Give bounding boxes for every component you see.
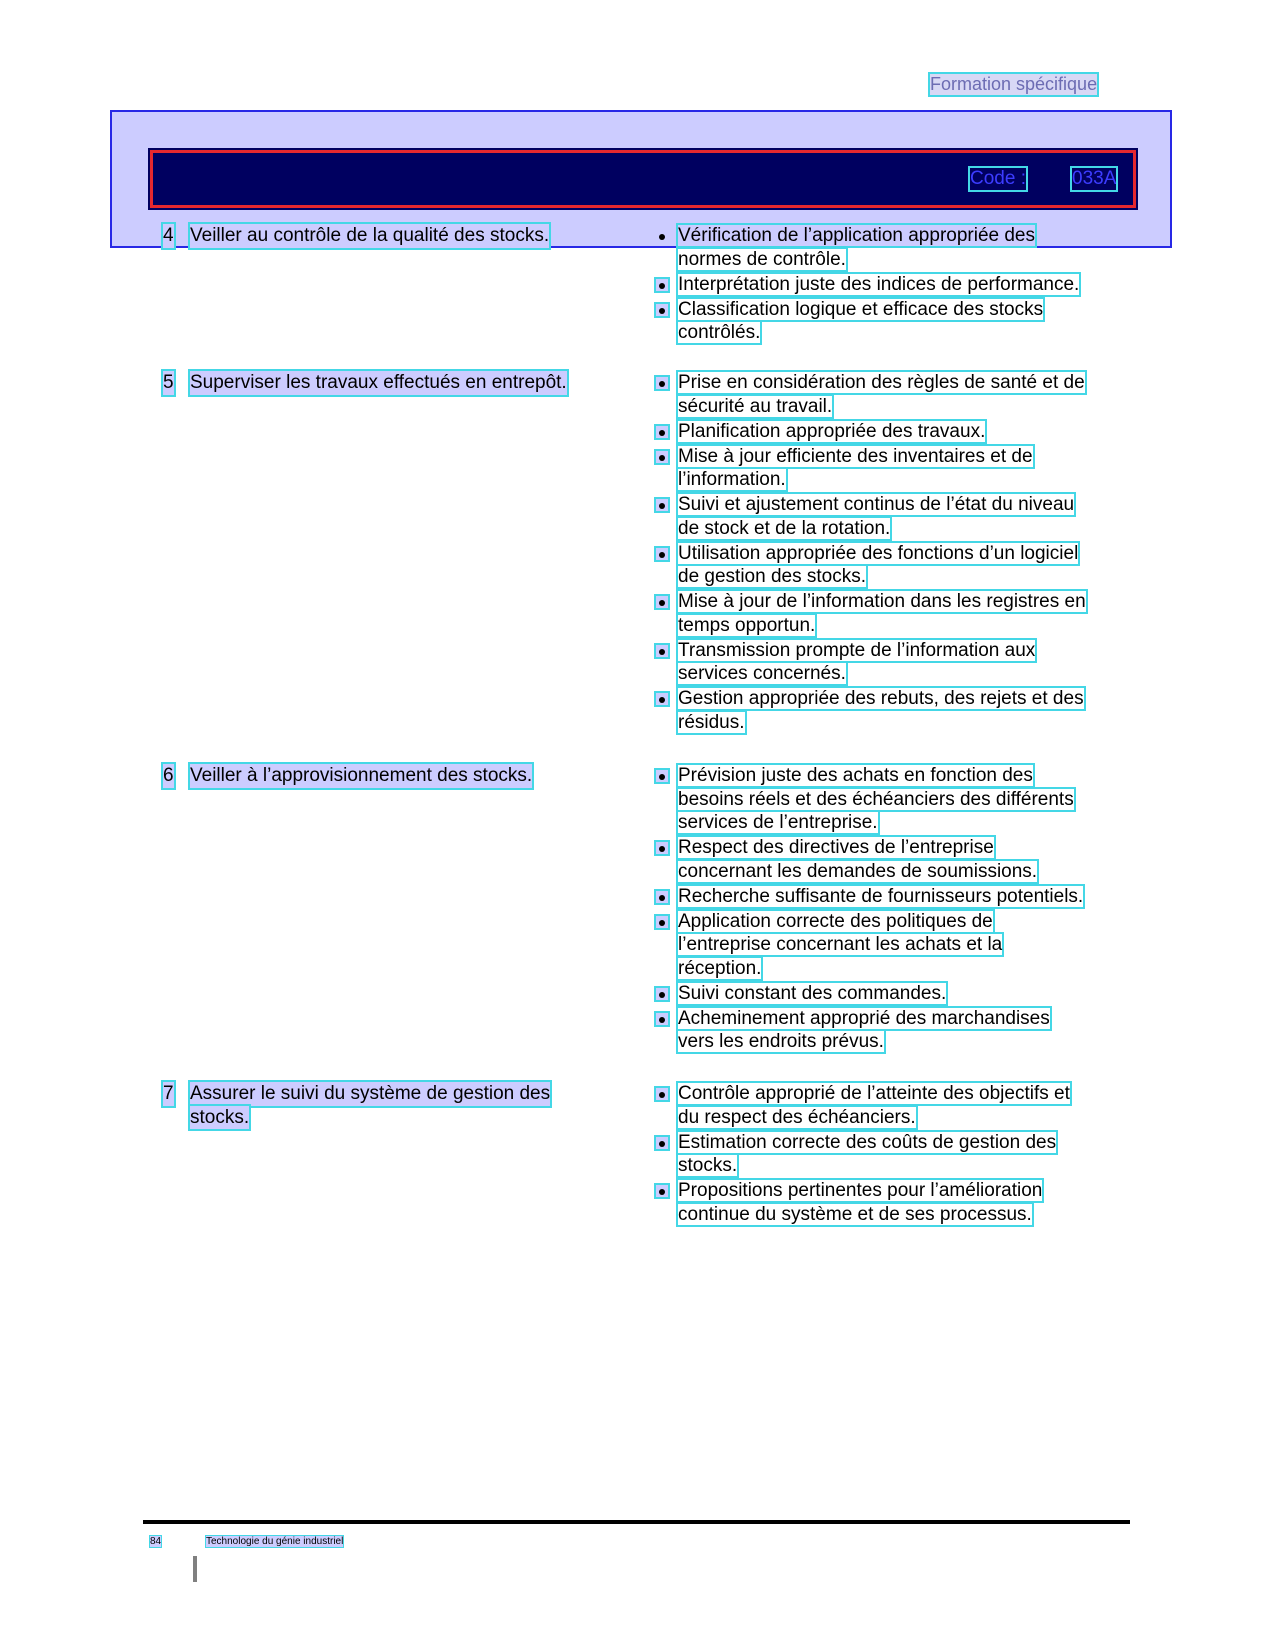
criterion-line: concernant les demandes de soumissions. [678, 860, 1038, 882]
criterion-line: Interprétation juste des indices de performance. [678, 273, 1080, 295]
element-number: 7 [163, 1083, 174, 1104]
criterion-line: vers les endroits prévus. [678, 1031, 884, 1052]
criterion-line: besoins réels et des échéanciers des différents [678, 788, 1074, 810]
criterion-item [678, 298, 1128, 345]
criterion-line: Prévision juste des achats en fonction des [678, 765, 1033, 786]
criterion-item [678, 1082, 1128, 1129]
bullet-icon [656, 377, 668, 389]
criterion-item [678, 590, 1128, 637]
criterion-item [678, 836, 1128, 883]
element-number: 5 [163, 372, 174, 393]
footer-title: Technologie du génie industriel [206, 1536, 344, 1547]
bullet-icon [656, 1137, 668, 1149]
bullet-icon [656, 279, 668, 291]
criterion-item [678, 1131, 1128, 1178]
element-statement [190, 224, 650, 248]
margin-mark [193, 1556, 197, 1582]
element-statement [190, 764, 650, 788]
criterion-line: Contrôle approprié de l’atteinte des objectifs et [678, 1083, 1070, 1104]
criterion-line: Planification appropriée des travaux. [678, 420, 986, 442]
bullet-icon [656, 596, 668, 608]
criterion-item [678, 764, 1128, 835]
criterion-item [678, 1007, 1128, 1054]
criterion-line: Application correcte des politiques de [678, 910, 993, 932]
bullet-icon [656, 1185, 668, 1197]
criterion-line: Respect des directives de l’entreprise [678, 837, 994, 858]
criterion-line: Gestion appropriée des rebuts, des rejets et des [678, 688, 1084, 709]
bullet-icon [656, 451, 668, 463]
bullet-icon [656, 693, 668, 705]
criterion-line: Prise en considération des règles de santé et de [678, 372, 1085, 393]
bullet-icon [656, 499, 668, 511]
bullet-icon [656, 426, 668, 438]
criterion-item [678, 885, 1128, 909]
element-statement-line: Superviser les travaux effectués en entrepôt. [190, 372, 567, 393]
criterion-line: Vérification de l’application appropriée des [678, 225, 1036, 246]
code-label: Code : [970, 168, 1026, 189]
footer-page-number: 84 [150, 1536, 162, 1547]
footer-rule [143, 1520, 1130, 1524]
criterion-line: réception. [678, 957, 762, 979]
bullet-icon [656, 1088, 668, 1100]
criterion-line: l’entreprise concernant les achats et la [678, 934, 1003, 955]
criterion-line: Suivi constant des commandes. [678, 982, 947, 1004]
criterion-line: Mise à jour de l’information dans les registres en [678, 591, 1086, 612]
element-number: 4 [163, 225, 174, 246]
criterion-line: Estimation correcte des coûts de gestion des [678, 1131, 1057, 1153]
bullet-icon [656, 230, 668, 242]
criterion-item [678, 982, 1128, 1006]
criterion-line: services concernés. [678, 663, 846, 684]
criterion-item [678, 371, 1128, 418]
criterion-item [678, 687, 1128, 734]
element-statement-line: Veiller à l’approvisionnement des stocks. [190, 765, 533, 786]
criterion-item [678, 273, 1128, 297]
criterion-line: de gestion des stocks. [678, 566, 866, 587]
bullet-icon [656, 988, 668, 1000]
element-statement [190, 1082, 650, 1129]
criterion-line: Utilisation appropriée des fonctions d’un logiciel [678, 542, 1079, 564]
criterion-line: Mise à jour efficiente des inventaires et de [678, 445, 1033, 467]
bullet-icon [656, 548, 668, 560]
bullet-icon [656, 916, 668, 928]
criterion-item [678, 224, 1128, 271]
criterion-line: sécurité au travail. [678, 395, 833, 417]
criterion-item [678, 493, 1128, 540]
criterion-line: services de l’entreprise. [678, 812, 878, 833]
section-header: Formation spécifique [930, 74, 1098, 94]
criterion-line: résidus. [678, 711, 745, 733]
criterion-item [678, 420, 1128, 444]
criterion-line: stocks. [678, 1155, 738, 1176]
code-value: 033A [1072, 168, 1117, 189]
bullet-icon [656, 891, 668, 903]
criterion-line: normes de contrôle. [678, 248, 846, 270]
criterion-line: Transmission prompte de l’information aux [678, 639, 1036, 661]
criterion-line: Recherche suffisante de fournisseurs potentiels. [678, 885, 1084, 907]
criterion-line: temps opportun. [678, 614, 816, 636]
criterion-item [678, 445, 1128, 492]
criterion-line: Acheminement approprié des marchandises [678, 1007, 1050, 1029]
criterion-line: contrôlés. [678, 322, 761, 343]
criterion-line: Propositions pertinentes pour l’amélioration [678, 1180, 1043, 1201]
criterion-line: du respect des échéanciers. [678, 1106, 916, 1128]
criterion-line: l’information. [678, 469, 786, 490]
element-statement-line: Veiller au contrôle de la qualité des stocks. [190, 225, 550, 246]
criterion-line: Classification logique et efficace des stocks [678, 298, 1044, 320]
criterion-item [678, 910, 1128, 981]
criterion-item [678, 542, 1128, 589]
bullet-icon [656, 1013, 668, 1025]
element-number: 6 [163, 765, 174, 786]
bullet-icon [656, 304, 668, 316]
criterion-line: de stock et de la rotation. [678, 517, 891, 539]
criterion-item [678, 639, 1128, 686]
criterion-line: Suivi et ajustement continus de l’état du niveau [678, 494, 1075, 515]
criterion-line: continue du système et de ses processus. [678, 1203, 1032, 1225]
element-statement-line: stocks. [190, 1106, 250, 1128]
bullet-icon [656, 645, 668, 657]
element-statement [190, 371, 650, 395]
bullet-icon [656, 770, 668, 782]
element-statement-line: Assurer le suivi du système de gestion des [190, 1083, 551, 1104]
criterion-item [678, 1179, 1128, 1226]
bullet-icon [656, 842, 668, 854]
